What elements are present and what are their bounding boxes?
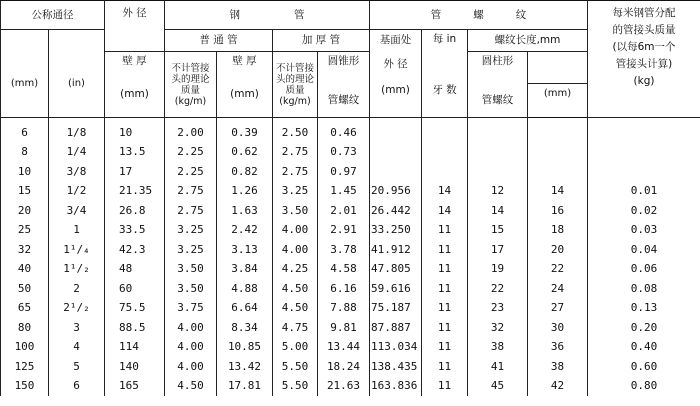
nominal-mm-cell: 20 (1, 201, 49, 221)
outer-diameter-cell: 17 (105, 162, 165, 182)
cylindrical-length-cell: 16 (528, 201, 588, 221)
cylindrical-length-cell: 20 (528, 240, 588, 260)
nominal-bore-header: 公称通径 (1, 1, 105, 30)
threads-per-inch-line-2: 牙 数 (432, 84, 457, 96)
threads-per-inch-cell: 11 (422, 260, 468, 280)
ordinary-wall-cell: 3.75 (165, 299, 217, 319)
nominal-in-cell: 1¹/₂ (49, 260, 105, 280)
nominal-mm-cell: 150 (1, 377, 49, 397)
thickened-mass-cell: 1.45 (318, 182, 370, 202)
nominal-mm-cell: 32 (1, 240, 49, 260)
steel-pipe-char-2: 管 (294, 8, 305, 21)
base-diameter-cell: 47.805 (370, 260, 422, 280)
table-row (1, 201, 700, 221)
thickened-mass-cell: 4.58 (318, 260, 370, 280)
ordinary-wall-cell: 4.00 (165, 338, 217, 358)
cylindrical-length-cell: 36 (528, 338, 588, 358)
nominal-mm-cell: 25 (1, 221, 49, 241)
thickened-mass-cell: 2.01 (318, 201, 370, 221)
cylindrical-length-cell: 18 (528, 221, 588, 241)
ordinary-mass-cell: 1.63 (217, 201, 273, 221)
coupling-mass-line-3: (以每6m一个 (612, 41, 676, 53)
conical-thread-header (318, 52, 370, 118)
table-row (1, 162, 700, 182)
ordinary-mass-header (165, 52, 217, 118)
outer-diameter-cell: 13.5 (105, 143, 165, 163)
cylindrical-length-cell (528, 118, 588, 143)
threads-per-inch-cell: 11 (422, 299, 468, 319)
ordinary-mass-cell: 0.82 (217, 162, 273, 182)
ordinary-wall-cell: 4.00 (165, 318, 217, 338)
threads-per-inch-cell: 11 (422, 279, 468, 299)
nominal-mm-cell: 125 (1, 357, 49, 377)
thickened-wall-cell: 5.00 (273, 338, 318, 358)
outer-diameter-cell: 42.3 (105, 240, 165, 260)
nominal-mm-cell: 80 (1, 318, 49, 338)
thickened-mass-line-1: 不计管接 (275, 62, 314, 74)
coupling-mass-cell: 0.01 (588, 182, 700, 202)
table-row (1, 143, 700, 163)
table-row (1, 357, 700, 377)
base-diameter-line-1: 基面处 (379, 34, 412, 46)
coupling-mass-cell (588, 118, 700, 143)
thickened-wall-cell: 2.50 (273, 118, 318, 143)
table-row (1, 338, 700, 358)
ordinary-mass-cell: 0.39 (217, 118, 273, 143)
nominal-in-cell: 6 (49, 377, 105, 397)
nominal-mm-cell: 10 (1, 162, 49, 182)
base-diameter-cell: 113.034 (370, 338, 422, 358)
ordinary-pipe-header: 普 通 管 (165, 30, 273, 52)
base-diameter-header (370, 30, 422, 118)
nominal-in-cell: 2¹/₂ (49, 299, 105, 319)
ordinary-wall-unit: (mm) (120, 88, 149, 100)
ordinary-wall-cell: 3.50 (165, 260, 217, 280)
thickened-mass-cell: 9.81 (318, 318, 370, 338)
cylindrical-length-cell: 27 (528, 299, 588, 319)
thickened-wall-cell: 4.75 (273, 318, 318, 338)
outer-diameter-cell: 165 (105, 377, 165, 397)
thickened-pipe-header: 加 厚 管 (273, 30, 370, 52)
coupling-mass-line-4: 管接头计算) (615, 58, 673, 70)
threads-per-inch-cell: 11 (422, 357, 468, 377)
thickened-mass-line-4: (kg/m) (279, 95, 311, 107)
nominal-in-cell: 3 (49, 318, 105, 338)
table-row (1, 260, 700, 280)
nominal-mm-header: (mm) (1, 30, 49, 118)
base-diameter-cell: 33.250 (370, 221, 422, 241)
cylindrical-length-cell: 42 (528, 377, 588, 397)
thickened-mass-cell: 0.97 (318, 162, 370, 182)
coupling-mass-cell: 0.08 (588, 279, 700, 299)
cylindrical-length-cell: 38 (528, 357, 588, 377)
thickened-wall-cell: 4.00 (273, 240, 318, 260)
thickened-wall-cell: 5.50 (273, 377, 318, 397)
base-diameter-cell: 26.442 (370, 201, 422, 221)
outer-diameter-cell: 48 (105, 260, 165, 280)
table-row (1, 377, 700, 397)
nominal-in-cell: 2 (49, 279, 105, 299)
base-diameter-cell (370, 118, 422, 143)
nominal-mm-cell: 40 (1, 260, 49, 280)
conical-thread-line-2: 管螺纹 (327, 94, 360, 106)
nominal-mm-cell: 50 (1, 279, 49, 299)
threads-per-inch-cell (422, 162, 468, 182)
conical-thread-line-1: 圆锥形 (327, 55, 360, 67)
nominal-in-cell: 1/4 (49, 143, 105, 163)
ordinary-mass-cell: 8.34 (217, 318, 273, 338)
nominal-mm-cell: 100 (1, 338, 49, 358)
nominal-in-cell: 4 (49, 338, 105, 358)
ordinary-mass-cell: 2.42 (217, 221, 273, 241)
outer-diameter-cell: 140 (105, 357, 165, 377)
coupling-mass-cell (588, 162, 700, 182)
threads-per-inch-cell (422, 143, 468, 163)
coupling-mass-cell: 0.13 (588, 299, 700, 319)
conical-length-cell: 22 (468, 279, 528, 299)
threads-per-inch-line-1: 每 in (432, 33, 457, 45)
thickened-wall-cell: 5.50 (273, 357, 318, 377)
ordinary-mass-cell: 3.84 (217, 260, 273, 280)
ordinary-wall-cell: 3.25 (165, 221, 217, 241)
thickened-mass-line-2: 头的理论 (275, 73, 314, 85)
outer-diameter-unit: (mm) (528, 84, 588, 118)
ordinary-mass-cell: 0.62 (217, 143, 273, 163)
thickened-wall-cell: 4.50 (273, 279, 318, 299)
threads-per-inch-cell: 11 (422, 318, 468, 338)
thickened-wall-cell: 4.00 (273, 221, 318, 241)
table-row (1, 318, 700, 338)
conical-length-cell: 19 (468, 260, 528, 280)
threads-per-inch-header (422, 30, 468, 118)
outer-diameter-header: 外 径 (105, 1, 165, 52)
nominal-mm-cell: 8 (1, 143, 49, 163)
cylindrical-thread-line-2: 管螺纹 (481, 94, 514, 106)
nominal-in-header: (in) (49, 30, 105, 118)
ordinary-wall-cell: 3.25 (165, 240, 217, 260)
table-row (1, 118, 700, 143)
conical-length-cell: 12 (468, 182, 528, 202)
ordinary-mass-cell: 10.85 (217, 338, 273, 358)
thickened-mass-cell: 21.63 (318, 377, 370, 397)
pipe-thread-char-2: 螺 (473, 8, 484, 21)
thickened-wall-cell: 2.75 (273, 143, 318, 163)
thickened-mass-cell: 0.46 (318, 118, 370, 143)
conical-length-cell: 45 (468, 377, 528, 397)
outer-diameter-cell: 114 (105, 338, 165, 358)
base-diameter-cell: 20.956 (370, 182, 422, 202)
threads-per-inch-cell (422, 118, 468, 143)
thickened-mass-cell: 6.16 (318, 279, 370, 299)
threads-per-inch-cell: 14 (422, 182, 468, 202)
cylindrical-thread-line-1: 圆柱形 (481, 55, 514, 67)
steel-pipe-header (165, 1, 370, 30)
nominal-in-cell: 3/8 (49, 162, 105, 182)
cylindrical-length-cell (528, 143, 588, 163)
coupling-mass-cell (588, 143, 700, 163)
coupling-mass-line-2: 的管接头质量 (612, 24, 676, 36)
ordinary-mass-cell: 6.64 (217, 299, 273, 319)
thickened-wall-cell: 4.25 (273, 260, 318, 280)
ordinary-wall-cell: 2.75 (165, 182, 217, 202)
thread-length-header: 螺纹长度,mm (468, 30, 588, 52)
ordinary-mass-cell: 13.42 (217, 357, 273, 377)
base-diameter-cell: 41.912 (370, 240, 422, 260)
table-row (1, 279, 700, 299)
conical-length-cell: 38 (468, 338, 528, 358)
outer-diameter-cell: 10 (105, 118, 165, 143)
ordinary-mass-cell: 4.88 (217, 279, 273, 299)
coupling-mass-cell: 0.60 (588, 357, 700, 377)
pipe-thread-header (370, 1, 588, 30)
thickened-mass-cell: 7.88 (318, 299, 370, 319)
threads-per-inch-cell: 11 (422, 240, 468, 260)
thickened-wall-header (217, 52, 273, 118)
conical-length-cell (468, 143, 528, 163)
coupling-mass-unit: (kg) (633, 75, 655, 87)
ordinary-mass-line-1: 不计管接 (171, 62, 210, 74)
nominal-mm-cell: 65 (1, 299, 49, 319)
conical-length-cell: 41 (468, 357, 528, 377)
threads-per-inch-cell: 11 (422, 377, 468, 397)
outer-diameter-cell: 21.35 (105, 182, 165, 202)
base-diameter-cell: 138.435 (370, 357, 422, 377)
thickened-mass-line-3: 质量 (285, 84, 305, 96)
ordinary-wall-cell: 4.50 (165, 377, 217, 397)
table-body (1, 118, 700, 397)
ordinary-wall-cell: 3.50 (165, 279, 217, 299)
thickened-mass-header (273, 52, 318, 118)
nominal-in-cell: 1/8 (49, 118, 105, 143)
ordinary-wall-cell: 2.00 (165, 118, 217, 143)
ordinary-mass-line-2: 头的理论 (171, 73, 210, 85)
thickened-wall-cell: 3.25 (273, 182, 318, 202)
table-row (1, 182, 700, 202)
base-diameter-cell (370, 162, 422, 182)
table-row (1, 221, 700, 241)
thickened-wall-cell: 4.50 (273, 299, 318, 319)
nominal-mm-cell: 6 (1, 118, 49, 143)
threads-per-inch-cell: 14 (422, 201, 468, 221)
nominal-in-cell: 1 (49, 221, 105, 241)
thickened-mass-cell: 13.44 (318, 338, 370, 358)
base-diameter-cell: 59.616 (370, 279, 422, 299)
conical-length-cell: 32 (468, 318, 528, 338)
conical-length-cell: 17 (468, 240, 528, 260)
conical-length-cell: 15 (468, 221, 528, 241)
ordinary-mass-cell: 17.81 (217, 377, 273, 397)
ordinary-wall-cell: 4.00 (165, 357, 217, 377)
table-header (1, 1, 700, 118)
cylindrical-length-cell (528, 162, 588, 182)
outer-diameter-cell: 26.8 (105, 201, 165, 221)
pipe-thread-char-3: 纹 (515, 8, 527, 21)
coupling-mass-cell: 0.02 (588, 201, 700, 221)
conical-length-cell (468, 162, 528, 182)
threads-per-inch-cell: 11 (422, 338, 468, 358)
coupling-mass-cell: 0.03 (588, 221, 700, 241)
outer-diameter-cell: 88.5 (105, 318, 165, 338)
thickened-mass-cell: 3.78 (318, 240, 370, 260)
thickened-mass-cell: 0.73 (318, 143, 370, 163)
steel-pipe-char-1: 钢 (229, 8, 254, 21)
ordinary-wall-header (105, 52, 165, 118)
cylindrical-thread-header (468, 52, 528, 118)
table-row (1, 240, 700, 260)
outer-diameter-cell: 60 (105, 279, 165, 299)
ordinary-mass-line-3: 质量 (180, 84, 200, 96)
threads-per-inch-cell: 11 (422, 221, 468, 241)
nominal-mm-cell: 15 (1, 182, 49, 202)
coupling-mass-cell: 0.80 (588, 377, 700, 397)
thickened-wall-unit: (mm) (230, 88, 259, 100)
thickened-wall-cell: 3.50 (273, 201, 318, 221)
coupling-mass-cell: 0.20 (588, 318, 700, 338)
ordinary-mass-cell: 3.13 (217, 240, 273, 260)
cylindrical-length-cell: 14 (528, 182, 588, 202)
outer-diameter-cell: 33.5 (105, 221, 165, 241)
outer-diameter-cell: 75.5 (105, 299, 165, 319)
ordinary-wall-cell: 2.25 (165, 162, 217, 182)
ordinary-wall-label: 壁 厚 (122, 55, 147, 67)
base-diameter-cell (370, 143, 422, 163)
conical-length-cell: 14 (468, 201, 528, 221)
conical-length-cell: 23 (468, 299, 528, 319)
thickened-wall-cell: 2.75 (273, 162, 318, 182)
base-diameter-cell: 75.187 (370, 299, 422, 319)
ordinary-mass-cell: 1.26 (217, 182, 273, 202)
coupling-mass-header (588, 1, 700, 118)
conical-length-cell (468, 118, 528, 143)
ordinary-mass-line-4: (kg/m) (174, 95, 207, 107)
coupling-mass-cell: 0.40 (588, 338, 700, 358)
thickened-mass-cell: 18.24 (318, 357, 370, 377)
base-diameter-cell: 163.836 (370, 377, 422, 397)
thickened-mass-cell: 2.91 (318, 221, 370, 241)
cylindrical-length-cell: 30 (528, 318, 588, 338)
coupling-mass-line-1: 每米钢管分配 (612, 7, 676, 19)
nominal-in-cell: 1/2 (49, 182, 105, 202)
base-diameter-cell: 87.887 (370, 318, 422, 338)
base-diameter-line-2: 外 径 (383, 58, 408, 70)
base-diameter-unit: (mm) (381, 84, 410, 96)
cylindrical-length-cell: 22 (528, 260, 588, 280)
thickened-wall-label: 壁 厚 (232, 55, 257, 67)
nominal-in-cell: 5 (49, 357, 105, 377)
coupling-mass-cell: 0.06 (588, 260, 700, 280)
cylindrical-length-cell: 24 (528, 279, 588, 299)
coupling-mass-cell: 0.04 (588, 240, 700, 260)
ordinary-wall-cell: 2.75 (165, 201, 217, 221)
pipe-thread-char-1: 管 (430, 8, 442, 21)
nominal-in-cell: 1¹/₄ (49, 240, 105, 260)
nominal-in-cell: 3/4 (49, 201, 105, 221)
ordinary-wall-cell: 2.25 (165, 143, 217, 163)
table-row (1, 299, 700, 319)
